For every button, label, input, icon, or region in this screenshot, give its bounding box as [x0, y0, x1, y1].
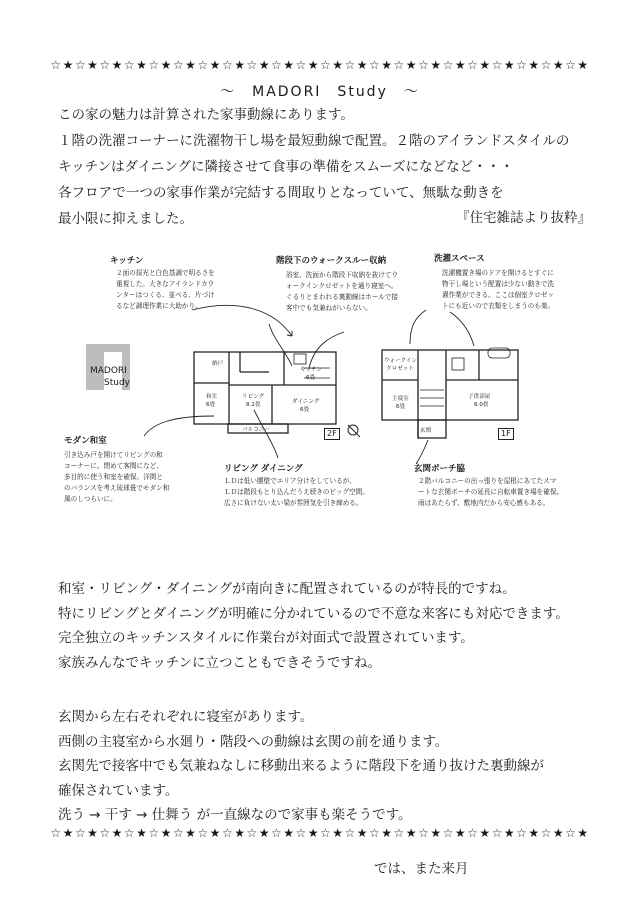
- room-label: 6畳: [306, 375, 316, 381]
- body-line: 特にリビングとダイニングが明確に分かれているので不意な来客にも対応できます。: [58, 605, 569, 622]
- body-line: 和室・リビング・ダイニングが南向きに配置されているのが特長的ですね。: [58, 581, 516, 597]
- compass-icon: [348, 425, 360, 437]
- room-label: リビング: [242, 394, 265, 400]
- callout-title-kitchen: キッチン: [110, 256, 144, 266]
- page-title: ～ MADORI Study ～: [220, 84, 420, 100]
- floorplan-figure: [64, 240, 584, 525]
- body-paragraph-layout: [58, 577, 598, 675]
- intro-line: 各フロアで一つの家事作業が完結する間取りとなっていて、無駄な動きを: [58, 185, 504, 201]
- room-label: 6畳: [206, 402, 216, 408]
- callout-text-walkthrough: 浴室、洗面から階段下収納を抜けてウ ォークインクロゼットを通り寝室へ。 ぐるりとまわれる裏動線はホールで接 客中でも気兼ねがいらない。: [286, 271, 399, 312]
- room-label: ダイニング: [292, 399, 320, 405]
- callout-text-living: ＬＤは低い腰壁でエリア分けをしているが、 ＬＤは階段もとり込んだうえ続きのビッグ空間。 広さに負けない太い梁が雰囲気を引き締める。: [224, 477, 369, 507]
- floor-2f-tag: 2F: [324, 428, 340, 440]
- room-label: 和室: [206, 394, 218, 400]
- intro-source: 『住宅雑誌より抜粋』: [456, 210, 591, 226]
- body-line: 西側の主寝室から水廻り・階段への動線は玄関の前を通ります。: [58, 733, 449, 750]
- room-label: 6畳: [300, 407, 310, 413]
- stars-divider-bottom: ☆★☆★☆★☆★☆★☆★☆★☆★☆★☆★☆★☆★☆★☆★☆★☆★☆★☆★☆★☆★☆★☆★: [50, 826, 590, 840]
- intro-line: １階の洗濯コーナーに洗濯物干し場を最短動線で配置。２階のアイランドスタイルの: [58, 133, 570, 149]
- intro-line: この家の魅力は計算された家事動線にあります。: [58, 107, 354, 123]
- intro-line: キッチンはダイニングに隣接させて食事の準備をスムーズになどなど・・・: [58, 159, 514, 175]
- callout-title-laundry: 洗濯スペース: [434, 254, 485, 264]
- callout-title-porch: 玄関ポーチ脇: [414, 464, 466, 474]
- body-line: 玄関先で接客中でも気兼ねなしに移動出来るように階段下を通り抜けた裏動線が: [58, 758, 544, 774]
- madori-logo-text: MADORI: [90, 366, 127, 376]
- madori-logo-subtext: Study: [104, 378, 130, 388]
- callout-text-laundry: 洗濯機置き場のドアを開けるとすぐに 物干し場という配置は少ない動きで洗 濯作業ができる。ここは個室クロゼッ トにも近いので衣類をしまうのも楽。: [442, 269, 555, 310]
- body-line: 家族みんなでキッチンに立つこともできそうですね。: [58, 654, 382, 671]
- callout-title-walkthrough: 階段下のウォークスルー収納: [276, 256, 387, 266]
- room-label: 子供部屋: [468, 394, 491, 400]
- callout-title-living: リビング ダイニング: [224, 464, 303, 474]
- room-label: 8.2畳: [246, 402, 261, 408]
- callout-title-washitsu: モダン和室: [64, 436, 107, 446]
- room-label: 6畳: [396, 404, 406, 410]
- floor-1f-tag: 1F: [498, 428, 514, 440]
- room-label: 納戸: [212, 361, 224, 367]
- room-label: バルコニー: [242, 427, 270, 433]
- body-line: 洗う → 干す → 仕舞う が一直線なので家事も楽そうです。: [58, 807, 412, 823]
- body-line: 玄関から左右それぞれに寝室があります。: [58, 709, 314, 725]
- room-label: 6.0畳: [474, 402, 489, 408]
- intro-line: 最小限に抑えました。: [58, 211, 193, 227]
- body-line: 完全独立のキッチンスタイルに作業台が対面式で設置されています。: [58, 630, 474, 646]
- room-label: クロゼット: [386, 366, 414, 372]
- body-line: 確保されています。: [58, 782, 179, 799]
- room-label: 主寝室: [392, 396, 409, 402]
- stars-divider-top: ☆★☆★☆★☆★☆★☆★☆★☆★☆★☆★☆★☆★☆★☆★☆★☆★☆★☆★☆★☆★☆★☆★: [50, 58, 590, 72]
- callout-text-washitsu: 引き込み戸を開けてリビングの和 コーナーに。閉めて客間になど、 多目的に使う和室を確保。洋間と のバランスを考え琉球畳でモダン和 風のしつらいに。: [64, 451, 170, 503]
- callout-text-porch: ２階バルコニーの出っ張りを屋根にあてたスマ ートな玄関ポーチの延長に自転車置き場を確保。 雨はあたらず、敷地内だから安心感もある。: [418, 477, 564, 507]
- body-paragraph-circulation: [58, 705, 598, 828]
- callout-text-kitchen: ２面の採光と白色基調で明るさを 重視した。大きなアイランドカウ ンターはつくる、並べる、片づけ るなど調理作業に大助かり。: [116, 269, 215, 310]
- room-label: ウォークイン: [384, 358, 418, 364]
- room-label: 玄関: [420, 428, 432, 434]
- room-label: キッチン: [300, 367, 322, 373]
- closing-text: では、また来月: [374, 861, 469, 877]
